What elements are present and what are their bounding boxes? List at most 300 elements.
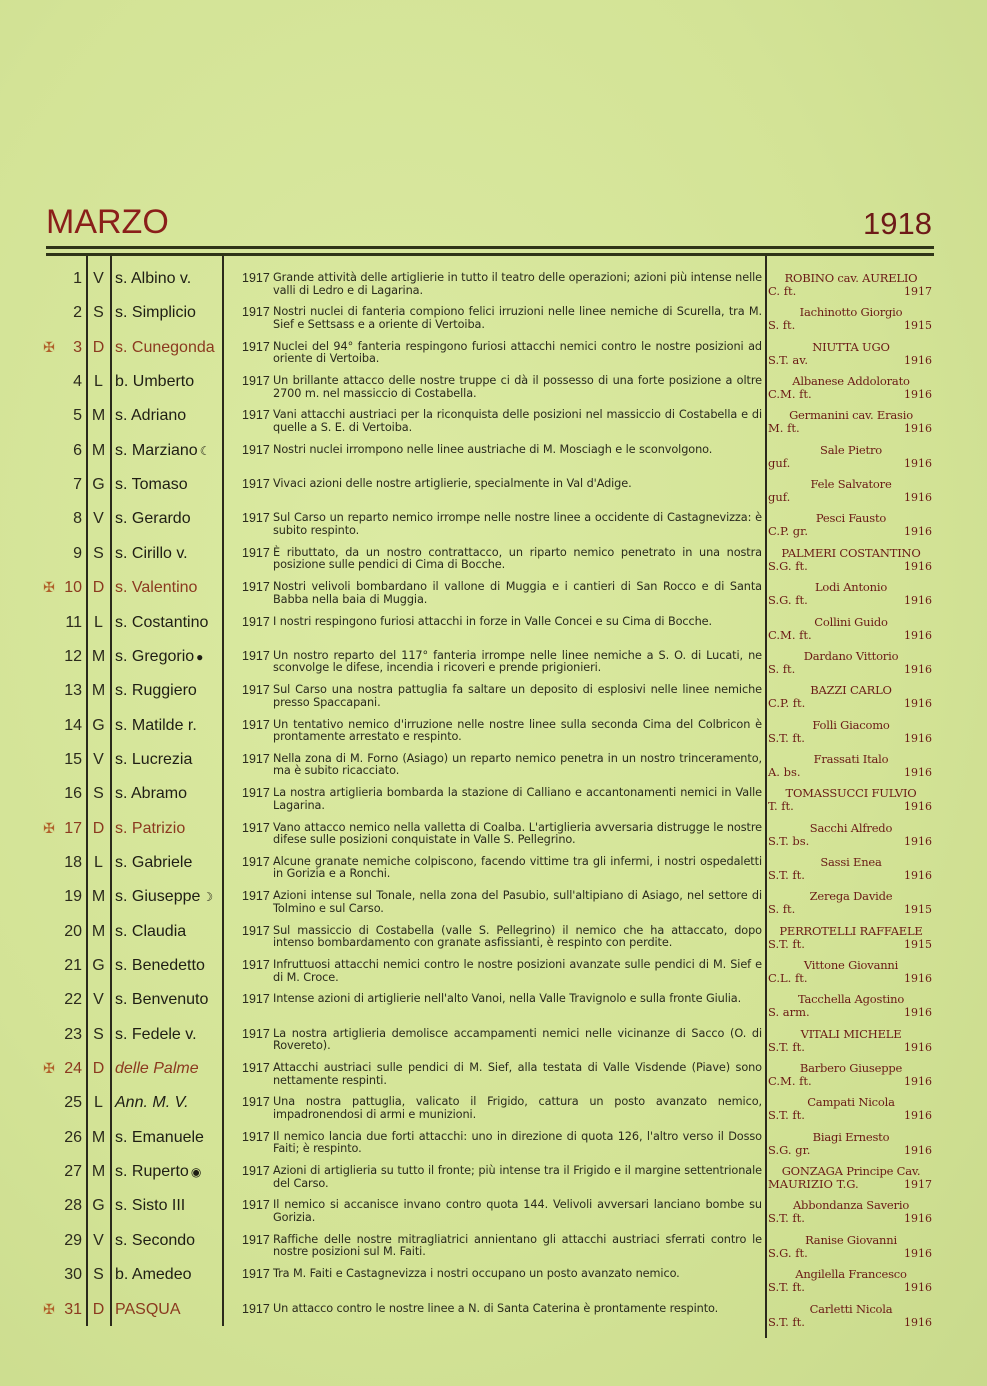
fallen-year: 1916	[904, 1143, 932, 1157]
fallen-rank: S.G. gr.	[768, 1142, 811, 1157]
war-event	[242, 341, 762, 366]
war-event	[242, 1199, 762, 1224]
weekday-letter: S	[93, 1266, 104, 1284]
fallen-name: Frassati Italo	[813, 751, 889, 766]
fallen-rank: C.L. ft.	[768, 971, 808, 985]
calendar-row	[0, 270, 987, 304]
header-rule-bottom	[46, 253, 934, 256]
fallen-name: Ranise Giovanni	[805, 1232, 897, 1247]
fallen-rank: S.T. bs.	[768, 833, 810, 848]
event-text: Il nemico si accanisce invano contro quota 144. Velivoli avversari lanciano bombe su Gorizia.	[273, 1198, 762, 1224]
fallen-soldier	[768, 271, 934, 298]
calendar-row	[0, 476, 987, 510]
fallen-year: 1916	[904, 353, 932, 367]
calendar-row	[0, 923, 987, 957]
fallen-name: Campati Nicola	[807, 1095, 895, 1110]
saint-name	[115, 1301, 181, 1319]
fallen-year: 1916	[904, 697, 932, 711]
weekday-letter: V	[93, 270, 104, 287]
event-text: Un brillante attacco delle nostre truppe ci dà il possesso di una forte posizione a oltre 2700 m. nel massiccio di Costabella.	[273, 374, 762, 400]
day-number: 19	[64, 888, 82, 906]
saint-label: s. Giuseppe	[115, 888, 201, 906]
fallen-name: Albanese Addolorato	[792, 374, 910, 389]
calendar-row	[0, 579, 987, 613]
event-text: Un attacco contro le nostre linee a N. di Santa Caterina è prontamente respinto.	[273, 1301, 719, 1315]
war-event	[242, 581, 762, 606]
saint-label: s. Albino v.	[115, 270, 192, 287]
saint-label: s. Cunegonda	[115, 338, 215, 356]
fallen-year: 1916	[904, 628, 932, 642]
saint-label: s. Gregorio	[115, 647, 195, 665]
saint-name	[115, 785, 187, 803]
weekday-letter: M	[91, 647, 106, 665]
event-year: 1917	[242, 1129, 270, 1144]
fallen-name: GONZAGA Principe Cav.	[781, 1164, 921, 1179]
weekday-letter: S	[93, 1025, 104, 1043]
war-event	[242, 1165, 762, 1190]
saint-name	[115, 648, 203, 666]
weekday-letter: M	[91, 441, 106, 459]
event-text: Azioni di artiglieria su tutto il fronte; più intense tra il Frigido e il margine settentrionale del Carso.	[273, 1164, 762, 1190]
war-event	[242, 272, 762, 297]
event-text: Grande attività delle artiglierie in tutto il teatro delle operazioni; azioni più intense nelle valli di Ledro e di Lagarina.	[273, 271, 762, 297]
event-text: È ributtato, da un nostro contrattacco, un riparto nemico penetrato in una nostra posizione sulle pendici di Cima di Bocche.	[273, 545, 762, 572]
day-number: 3	[73, 338, 82, 356]
saint-name	[115, 717, 197, 735]
event-year: 1917	[242, 442, 270, 457]
fallen-rank: S.T. ft.	[768, 867, 805, 882]
saint-name	[115, 957, 205, 975]
saint-name	[115, 510, 191, 528]
fallen-rank: C.P. ft.	[768, 696, 806, 711]
event-year: 1917	[242, 374, 270, 389]
saint-label: b. Umberto	[115, 373, 195, 391]
fallen-name: PALMERI COSTANTINO	[781, 545, 921, 560]
weekday-letter: D	[92, 1300, 105, 1318]
saint-label: PASQUA	[115, 1300, 181, 1318]
weekday-letter: D	[92, 338, 105, 356]
event-text: Raffiche delle nostre mitragliatrici annientano gli attacchi austriaci sferrati contro le nostre posizioni sul M. Faiti.	[273, 1232, 762, 1259]
saint-label: s. Tomaso	[115, 476, 188, 494]
calendar-row	[0, 1026, 987, 1060]
day-number: 2	[73, 304, 82, 322]
saint-name	[115, 545, 188, 563]
saint-label: s. Gerardo	[115, 510, 191, 528]
event-year: 1917	[242, 1198, 270, 1213]
war-event	[242, 409, 762, 434]
saint-name	[115, 751, 192, 769]
weekday-letter: G	[92, 957, 105, 974]
event-year: 1917	[242, 1095, 270, 1110]
saint-name	[115, 442, 210, 460]
fallen-soldier	[768, 1130, 934, 1157]
saint-name	[115, 373, 194, 391]
calendar-row	[0, 1060, 987, 1094]
saint-name	[115, 923, 186, 941]
day-number: 29	[64, 1231, 82, 1249]
event-year: 1917	[242, 923, 270, 938]
fallen-name: Lodi Antonio	[814, 580, 888, 595]
fallen-name: TOMASSUCCI FULVIO	[785, 786, 917, 801]
event-text: Sul Carso una nostra pattuglia fa saltare un deposito di esplosivi nelle linee nemiche presso Spaccapani.	[273, 683, 762, 709]
calendar-row	[0, 304, 987, 338]
saint-label: s. Abramo	[115, 785, 188, 803]
calendar-row	[0, 442, 987, 476]
saint-name	[115, 304, 196, 322]
event-text: Attacchi austriaci sulle pendici di M. Sief, alla testata di Valle Visdende (Piave) sono nettamente respinti.	[273, 1061, 762, 1087]
calendar-row	[0, 648, 987, 682]
moon-phase-icon: ☽	[202, 890, 214, 905]
fallen-name: Sacchi Alfredo	[809, 820, 893, 835]
fallen-soldier	[768, 340, 934, 367]
saint-label: s. Ruggiero	[115, 682, 197, 700]
saint-label: s. Valentino	[115, 579, 198, 597]
fallen-year: 1916	[904, 1246, 932, 1260]
war-event	[242, 684, 762, 709]
event-text: La nostra artiglieria demolisce accampamenti nemici nelle vicinanze di Sacco (O. di Rovereto).	[273, 1026, 762, 1053]
fallen-year: 1917	[904, 1178, 932, 1192]
event-year: 1917	[242, 958, 270, 972]
fallen-name: NIUTTA UGO	[812, 339, 890, 354]
fallen-soldier	[768, 1164, 934, 1191]
saint-name	[115, 579, 197, 597]
saint-name	[115, 1094, 189, 1112]
saint-name	[115, 614, 208, 632]
fallen-year: 1916	[904, 1040, 932, 1054]
fallen-name: Carletti Nicola	[809, 1301, 893, 1316]
weekday-letter: L	[94, 373, 103, 391]
fallen-name: Sale Pietro	[820, 442, 882, 457]
holiday-cross-icon: ✠	[43, 1301, 55, 1318]
saint-label: s. Benvenuto	[115, 991, 209, 1009]
war-event	[242, 1303, 762, 1316]
event-text: Azioni intense sul Tonale, nella zona del Pasubio, sull'altipiano di Asiago, nel settore di Tolmino e sul Carso.	[273, 889, 762, 915]
day-number: 9	[73, 544, 82, 562]
fallen-rank: guf.	[768, 455, 791, 470]
event-text: Nuclei del 94° fanteria respingono furiosi attacchi nemici contro le nostre posizioni ad oriente di Vertoiba.	[273, 339, 762, 366]
fallen-rank: S.T. ft.	[768, 1280, 805, 1295]
fallen-soldier	[768, 374, 934, 401]
fallen-name: Germanini cav. Erasio	[789, 408, 913, 423]
war-event	[242, 993, 762, 1006]
fallen-rank: MAURIZIO T.G.	[768, 1177, 859, 1192]
saint-name	[115, 1129, 204, 1147]
fallen-rank: S.G. ft.	[768, 558, 808, 573]
war-event	[242, 925, 762, 950]
day-number: 23	[64, 1025, 82, 1043]
fallen-soldier	[768, 408, 934, 435]
fallen-soldier	[768, 718, 934, 745]
calendar-row	[0, 614, 987, 648]
fallen-rank: C.M. ft.	[768, 1074, 812, 1089]
event-year: 1917	[242, 339, 270, 354]
fallen-name: Zerega Davide	[809, 889, 893, 904]
day-number: 8	[73, 510, 82, 528]
fallen-soldier	[768, 511, 934, 538]
fallen-soldier	[768, 1061, 934, 1088]
calendar-row	[0, 1129, 987, 1163]
fallen-soldier	[768, 580, 934, 607]
event-year: 1917	[242, 717, 270, 732]
weekday-letter: V	[93, 991, 104, 1009]
event-year: 1917	[242, 1232, 270, 1247]
day-number: 28	[64, 1197, 82, 1215]
fallen-year: 1916	[904, 1075, 932, 1089]
fallen-rank: S.T. ft.	[768, 1211, 805, 1226]
fallen-name: Pesci Fausto	[815, 511, 887, 526]
weekday-letter: G	[92, 1197, 105, 1215]
war-event	[242, 1096, 762, 1121]
fallen-year: 1916	[904, 834, 932, 848]
fallen-year: 1916	[904, 594, 932, 608]
day-number: 13	[64, 682, 82, 700]
weekday-letter: L	[94, 613, 103, 631]
fallen-soldier	[768, 1233, 934, 1260]
event-year: 1917	[242, 408, 270, 423]
saint-name	[115, 1266, 192, 1284]
war-event	[242, 787, 762, 812]
saint-name	[115, 991, 208, 1009]
calendar-row	[0, 751, 987, 785]
fallen-year: 1915	[904, 937, 932, 951]
fallen-soldier	[768, 786, 934, 813]
fallen-year: 1916	[904, 456, 932, 470]
fallen-year: 1916	[904, 800, 932, 814]
saint-name	[115, 339, 215, 357]
fallen-name: Fele Salvatore	[810, 477, 892, 492]
event-year: 1917	[242, 751, 270, 766]
day-number: 25	[64, 1094, 82, 1112]
fallen-soldier	[768, 683, 934, 710]
event-text: Sul massiccio di Costabella (valle S. Pellegrino) il nemico che ha attaccato, dopo intenso bombardamento con granate asfissianti, è respinto con perdite.	[273, 923, 762, 950]
weekday-letter: M	[91, 888, 106, 906]
event-text: Nella zona di M. Forno (Asiago) un reparto nemico penetra in un nostro trinceramento, ma è subito ricacciato.	[273, 751, 762, 778]
header-rule-top	[46, 246, 934, 249]
calendar-row	[0, 373, 987, 407]
saint-name	[115, 888, 213, 906]
day-number: 24	[64, 1060, 82, 1078]
saint-name	[115, 682, 197, 700]
weekday-letter: M	[91, 407, 106, 425]
weekday-letter: M	[91, 682, 106, 700]
saint-name	[115, 407, 186, 425]
fallen-soldier	[768, 477, 934, 504]
fallen-soldier	[768, 821, 934, 848]
calendar-row	[0, 854, 987, 888]
day-number: 4	[73, 373, 82, 391]
weekday-letter: L	[94, 1094, 103, 1112]
war-event	[242, 478, 762, 491]
fallen-name: PERROTELLI RAFFAELE	[779, 923, 923, 938]
fallen-name: Dardano Vittorio	[803, 648, 899, 663]
day-number: 1	[73, 270, 82, 287]
fallen-year: 1916	[904, 868, 932, 882]
fallen-year: 1916	[904, 731, 932, 745]
saint-label: s. Cirillo v.	[115, 544, 188, 562]
fallen-rank: A. bs.	[768, 764, 801, 779]
saint-name	[115, 1197, 185, 1215]
fallen-year: 1915	[904, 903, 932, 917]
day-number: 10	[64, 579, 82, 597]
war-event	[242, 375, 762, 400]
calendar-row	[0, 510, 987, 544]
calendar-row	[0, 1163, 987, 1197]
event-year: 1917	[242, 889, 270, 904]
event-year: 1917	[242, 1061, 270, 1076]
weekday-letter: V	[93, 750, 104, 768]
day-number: 26	[64, 1128, 82, 1146]
year-title: 1918	[863, 206, 932, 241]
war-event	[242, 1268, 762, 1281]
fallen-soldier	[768, 992, 934, 1019]
fallen-year: 1916	[904, 765, 932, 779]
fallen-year: 1916	[904, 1109, 932, 1123]
event-text: Nostri velivoli bombardano il vallone di Muggia e i cantieri di San Rocco e di Santa Babba nella baia di Muggia.	[273, 580, 762, 606]
weekday-letter: V	[93, 1231, 104, 1249]
saint-name	[115, 1060, 199, 1078]
day-number: 5	[73, 407, 82, 425]
event-year: 1917	[242, 511, 270, 526]
fallen-rank: S.T. av.	[768, 352, 809, 367]
event-year: 1917	[242, 786, 270, 801]
weekday-letter: D	[92, 819, 105, 837]
fallen-soldier	[768, 889, 934, 916]
fallen-year: 1916	[904, 1212, 932, 1226]
day-number: 6	[73, 441, 82, 459]
fallen-year: 1916	[904, 972, 932, 985]
calendar-row	[0, 339, 987, 373]
saint-name	[115, 1232, 195, 1250]
day-number: 27	[64, 1163, 82, 1181]
event-year: 1917	[242, 545, 270, 560]
fallen-name: Angilella Francesco	[795, 1267, 907, 1282]
event-text: Infruttuosi attacchi nemici contro le nostre posizioni avanzate sulle pendici di M. Sief e di M. Croce.	[273, 958, 762, 984]
saint-label: s. Marziano	[115, 441, 198, 459]
fallen-rank: C.M. ft.	[768, 627, 812, 642]
weekday-letter: S	[93, 304, 104, 322]
fallen-soldier	[768, 615, 934, 642]
fallen-name: Biagi Ernesto	[812, 1129, 890, 1144]
event-year: 1917	[242, 820, 270, 835]
saint-name	[115, 270, 191, 288]
war-event	[242, 1131, 762, 1156]
calendar-row	[0, 717, 987, 751]
event-text: Un nostro reparto del 117° fanteria irrompe nelle linee nemiche a S. O. di Lucati, ne sconvolge le difese, incendia i ricoveri e prende prigionieri.	[273, 648, 762, 675]
day-number: 12	[64, 647, 82, 665]
fallen-name: Vittone Giovanni	[803, 958, 899, 972]
moon-phase-icon: ●	[196, 649, 204, 664]
fallen-name: BAZZI CARLO	[810, 683, 892, 698]
weekday-letter: V	[93, 510, 104, 528]
fallen-soldier	[768, 1302, 934, 1329]
fallen-rank: T. ft.	[768, 799, 794, 814]
event-year: 1917	[242, 683, 270, 698]
event-year: 1917	[242, 1164, 270, 1179]
event-text: Intense azioni di artiglierie nell'alto Vanoi, nella Valle Travignolo e sulla fronte Giulia.	[273, 992, 742, 1006]
fallen-rank: S.G. ft.	[768, 1245, 808, 1260]
weekday-letter: D	[92, 1060, 105, 1078]
fallen-rank: S.T. ft.	[768, 1108, 805, 1123]
saint-label: s. Adriano	[115, 407, 187, 425]
war-event	[242, 512, 762, 537]
weekday-letter: S	[93, 544, 104, 562]
saint-label: b. Amedeo	[115, 1266, 192, 1284]
fallen-rank: S. arm.	[768, 1005, 810, 1020]
fallen-name: Sassi Enea	[820, 854, 882, 869]
weekday-letter: M	[91, 1128, 106, 1146]
saint-label: s. Emanuele	[115, 1128, 204, 1146]
event-text: Vani attacchi austriaci per la riconquista delle posizioni nel massiccio di Costabella e di quelle a S. E. di Vertoiba.	[273, 408, 762, 434]
day-number: 15	[64, 750, 82, 768]
day-number: 7	[73, 476, 82, 494]
war-event	[242, 890, 762, 915]
event-text: Nostri nuclei irrompono nelle linee austriache di M. Mosciagh e le sconvolgono.	[273, 442, 713, 456]
holiday-cross-icon: ✠	[43, 339, 55, 356]
fallen-soldier	[768, 649, 934, 676]
weekday-letter: M	[91, 1163, 106, 1181]
fallen-year: 1916	[904, 1281, 932, 1295]
event-year: 1917	[242, 648, 270, 663]
saint-label: s. Fedele v.	[115, 1025, 197, 1043]
day-number: 30	[64, 1266, 82, 1284]
war-event	[242, 306, 762, 331]
calendar-row	[0, 1266, 987, 1300]
saint-name	[115, 476, 188, 494]
fallen-name: Abbondanza Saverio	[792, 1198, 910, 1213]
event-text: Un tentativo nemico d'irruzione nelle nostre linee sulla seconda Cima del Colbricon è prontamente arrestato e respinto.	[273, 717, 762, 744]
event-year: 1917	[242, 477, 270, 492]
saint-name	[115, 1163, 201, 1181]
saint-label: s. Gabriele	[115, 853, 193, 871]
war-event	[242, 444, 762, 457]
fallen-soldier	[768, 958, 934, 985]
saint-name	[115, 1026, 197, 1044]
weekday-letter: G	[92, 476, 105, 494]
event-year: 1917	[242, 614, 270, 629]
event-text: La nostra artiglieria bombarda la stazione di Calliano e accantonamenti nemici in Valle Lagarina.	[273, 786, 762, 812]
saint-label: Ann. M. V.	[115, 1094, 189, 1112]
war-event	[242, 719, 762, 744]
war-event	[242, 616, 762, 629]
fallen-rank: C.M. ft.	[768, 387, 812, 402]
holiday-cross-icon: ✠	[43, 1061, 55, 1078]
war-event	[242, 1028, 762, 1053]
saint-name	[115, 820, 185, 838]
fallen-name: Folli Giacomo	[812, 717, 890, 732]
fallen-name: Collini Guido	[814, 614, 888, 629]
fallen-rank: S.T. ft.	[768, 1314, 805, 1329]
fallen-rank: S. ft.	[768, 661, 796, 676]
event-year: 1917	[242, 992, 270, 1007]
saint-label: s. Costantino	[115, 613, 209, 631]
event-text: Il nemico lancia due forti attacchi: uno in direzione di quota 126, l'altro verso il Dosso Faiti; è respinto.	[273, 1129, 762, 1156]
fallen-soldier	[768, 1198, 934, 1225]
fallen-soldier	[768, 924, 934, 951]
calendar-row	[0, 991, 987, 1025]
fallen-soldier	[768, 752, 934, 779]
fallen-rank: S.G. ft.	[768, 593, 808, 608]
fallen-rank: S.T. ft.	[768, 1039, 805, 1054]
event-text: Nostri nuclei di fanteria compiono felici irruzioni nelle linee nemiche di Scurella, tra M. Sief e Settsass e a oriente di Vertoiba.	[273, 305, 762, 331]
saint-label: s. Simplicio	[115, 304, 196, 322]
saint-label: delle Palme	[115, 1060, 199, 1078]
event-year: 1917	[242, 305, 270, 320]
war-event	[242, 753, 762, 778]
calendar-row	[0, 407, 987, 441]
day-number: 21	[64, 957, 82, 974]
fallen-year: 1916	[904, 1315, 932, 1329]
moon-phase-icon: ☾	[199, 443, 211, 458]
